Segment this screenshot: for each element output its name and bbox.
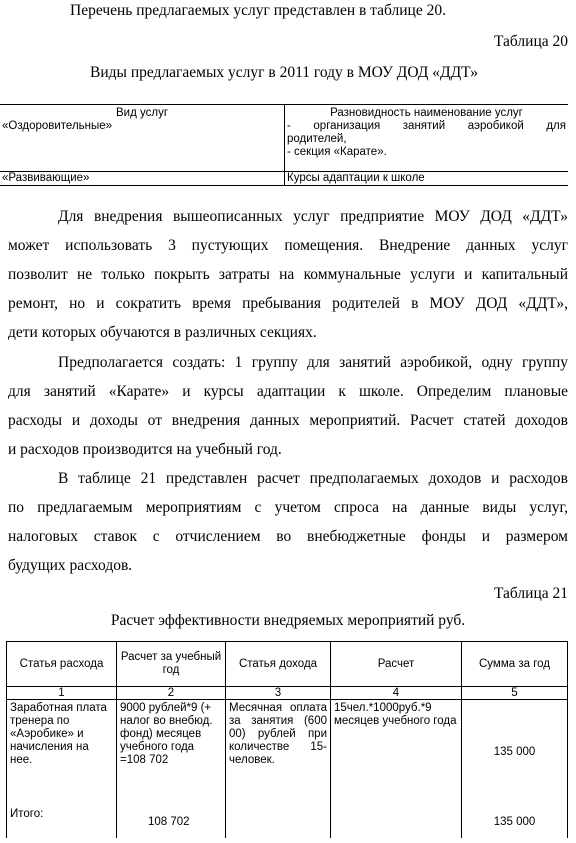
income-item: Месячная оплата за занятия (600 00) рублей при количестве 15-человек. <box>229 702 327 766</box>
table-row <box>0 105 568 172</box>
column-header-annual-sum: Сумма за год <box>462 642 568 687</box>
paragraph-line: позволит не только покрыть затраты на коммунальные услуги и капитальный <box>8 266 568 283</box>
column-number: 2 <box>117 687 226 700</box>
table21-title: Расчет эффективности внедряемых мероприятий руб. <box>110 612 466 629</box>
table-row <box>0 172 568 186</box>
service-kind-line: - секция «Карате». <box>287 146 387 158</box>
column-header-calc: Расчет <box>331 642 462 687</box>
column-header-income: Статья дохода <box>226 642 331 687</box>
annual-sum: 135 000 <box>493 746 536 758</box>
service-kind-school-adaptation: Курсы адаптации к школе <box>285 172 569 186</box>
column-header-expense: Статья расхода <box>7 642 117 687</box>
column-header-service-kind: Разновидность наименование услуг <box>330 107 523 119</box>
paragraph-line: для занятий «Карате» и курсы адаптации к школе. Определим плановые <box>8 383 568 400</box>
table-cell <box>117 700 226 839</box>
efficiency-table <box>6 641 568 838</box>
table20-title: Виды предлагаемых услуг в 2011 году в МОУ ДОД «ДДТ» <box>90 64 478 81</box>
table-row <box>7 700 568 839</box>
service-kind-line: - организация занятий аэробикой для <box>287 120 566 132</box>
table-cell <box>226 700 331 839</box>
column-number: 5 <box>462 687 568 700</box>
table-number-row <box>7 687 568 700</box>
paragraph-line: расходы и доходы от внедрения данных мероприятий. Расчет статей доходов <box>8 412 568 429</box>
paragraph-line: может использовать 3 пустующих помещения. Внедрение данных услуг <box>8 237 568 254</box>
paragraph-line: по предлагаемым мероприятиям с учетом спроса на данные виды услуг, <box>8 499 568 516</box>
paragraph-line: и расходов производится на учебный год. <box>8 441 282 458</box>
column-header-service-type: Вид услуг <box>115 107 169 119</box>
expense-total: 108 702 <box>148 816 190 828</box>
paragraph-line: Для внедрения вышеописанных услуг предприятие МОУ ДОД «ДДТ» <box>58 208 568 225</box>
paragraph-line: будущих расходов. <box>8 557 133 574</box>
table20-label: Таблица 20 <box>493 33 568 50</box>
intro-line: Перечень предлагаемых услуг представлен в таблице 20. <box>70 2 446 19</box>
paragraph-line: дети которых обучаются в различных секциях. <box>8 324 317 341</box>
table21-label: Таблица 21 <box>493 585 568 602</box>
service-type-development: «Развивающие» <box>0 172 285 186</box>
table-cell <box>285 105 569 172</box>
expense-item: Заработная плата тренера по «Аэробике» и начисления на нее. <box>10 702 107 766</box>
service-type-health: «Оздоровительные» <box>2 120 113 132</box>
annual-sum-total: 135 000 <box>493 816 536 828</box>
paragraph-line: Предполагается создать: 1 группу для занятий аэробикой, одну группу <box>58 354 568 371</box>
service-kind-line: родителей, <box>287 133 347 145</box>
column-number: 1 <box>7 687 117 700</box>
column-number: 3 <box>226 687 331 700</box>
column-number: 4 <box>331 687 462 700</box>
table-cell <box>462 700 568 839</box>
paragraph-line: В таблице 21 представлен расчет предполагаемых доходов и расходов <box>58 470 568 487</box>
paragraph-line: ремонт, но и сократить время пребывания родителей в МОУ ДОД «ДДТ», <box>8 295 568 312</box>
column-header-expense-calc: Расчет за учебный год <box>117 642 226 687</box>
table-cell <box>331 700 462 839</box>
table-header-row <box>7 642 568 687</box>
table-cell <box>0 105 285 172</box>
total-label: Итого: <box>10 808 44 820</box>
paragraph-line: налоговых ставок с отчислением во внебюджетные фонды и размером <box>8 528 568 545</box>
income-calc: 15чел.*1000руб.*9 месяцев учебного года <box>334 702 457 727</box>
table-cell <box>7 700 117 839</box>
expense-calc: 9000 рублей*9 (+ налог во внебюд. фонд) месяцев учебного года =108 702 <box>120 702 213 766</box>
services-table <box>0 104 568 186</box>
